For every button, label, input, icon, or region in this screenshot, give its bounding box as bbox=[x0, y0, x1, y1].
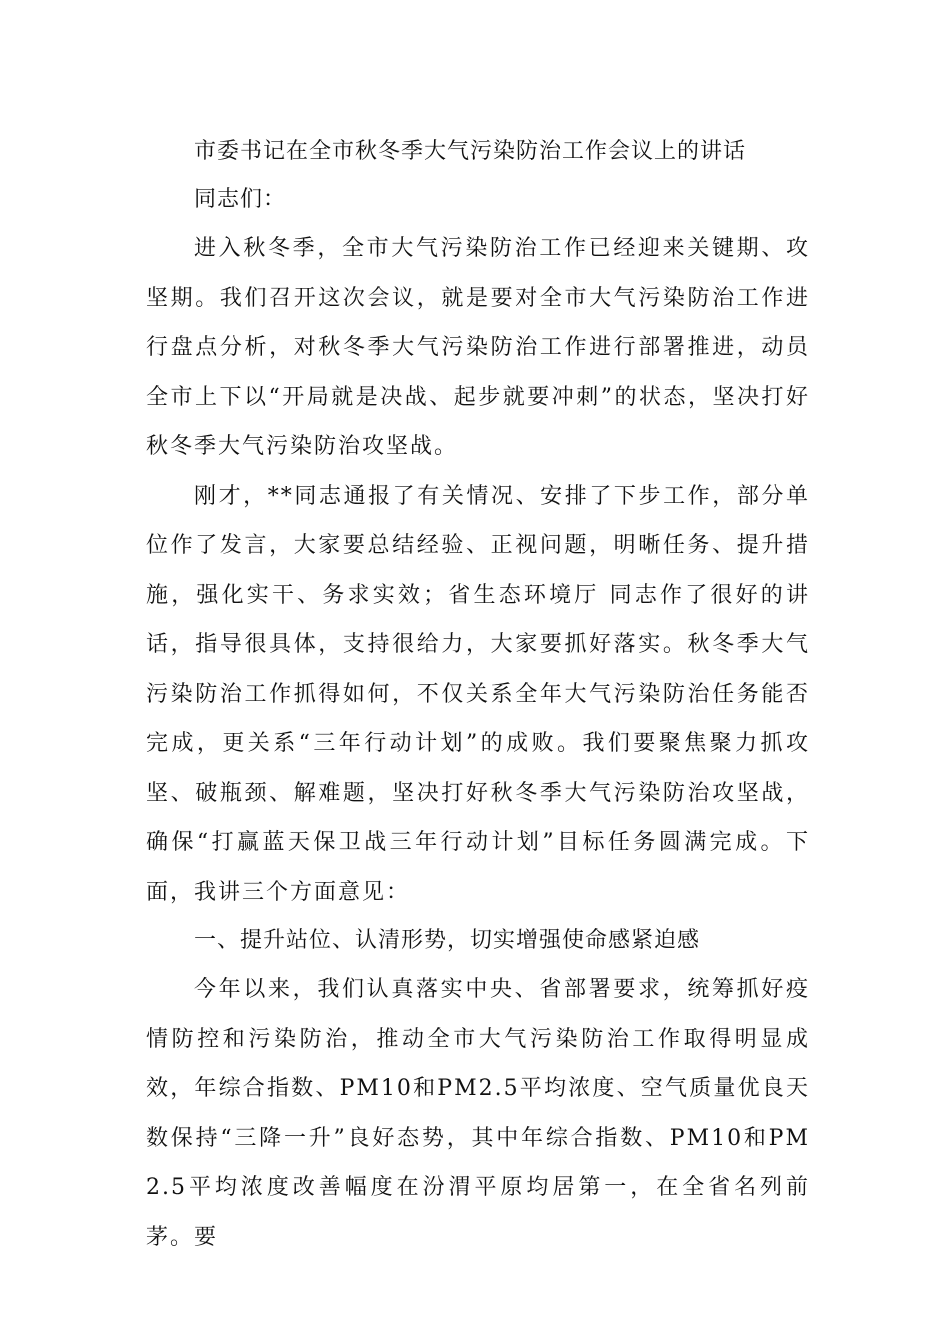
document-title: 市委书记在全市秋冬季大气污染防治工作会议上的讲话 bbox=[194, 139, 747, 164]
document-body bbox=[146, 128, 810, 1262]
section-heading-1: 一、提升站位、认清形势，切实增强使命感紧迫感 bbox=[194, 928, 701, 953]
paragraph-intro: 进入秋冬季，全市大气污染防治工作已经迎来关键期、攻坚期。我们召开这次会议，就是要对全市大气污染防治工作进行盘点分析，对秋冬季大气污染防治工作进行部署推进，动员全市上下以“开局就是决战、起步就要冲刺”的状态，坚决打好秋冬季大气污染防治攻坚战。 bbox=[146, 236, 810, 459]
salutation: 同志们： bbox=[194, 187, 287, 212]
paragraph-section-1: 今年以来，我们认真落实中央、省部署要求，统筹抓好疫情防控和污染防治，推动全市大气污染防治工作取得明显成效，年综合指数、PM10和PM2.5平均浓度、空气质量优良天数保持“三降一升”良好态势，其中年综合指数、PM10和PM2.5平均浓度改善幅度在汾渭平原均居第一，在全省名列前茅。要 bbox=[146, 977, 810, 1250]
paragraph-summary: 刚才，**同志通报了有关情况、安排了下步工作，部分单位作了发言，大家要总结经验、正视问题，明晰任务、提升措施，强化实干、务求实效；省生态环境厅 同志作了很好的讲话，指导很具体，支持很给力，大家要抓好落实。秋冬季大气污染防治工作抓得如何，不仅关系全年大气污染防治任务能否完成，更关系“三年行动计划”的成败。我们要聚焦聚力抓攻坚、破瓶颈、解难题，坚决打好秋冬季大气污染防治攻坚战，确保“打赢蓝天保卫战三年行动计划”目标任务圆满完成。下面，我讲三个方面意见： bbox=[146, 483, 810, 905]
